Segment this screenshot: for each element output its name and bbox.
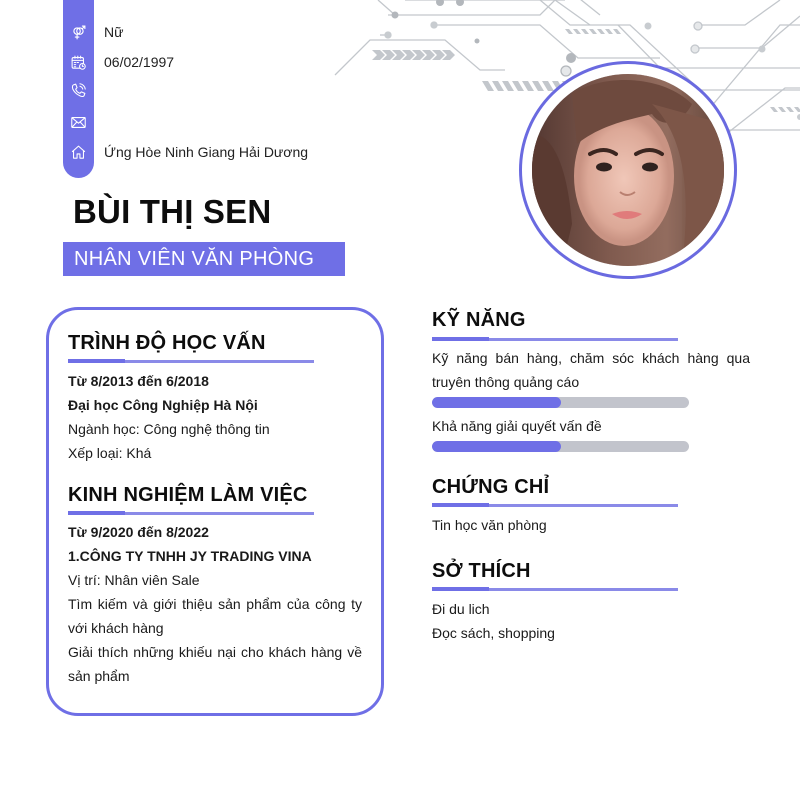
skills-title: KỸ NĂNG: [432, 309, 526, 331]
address-value: Ứng Hòe Ninh Giang Hải Dương: [104, 144, 309, 160]
home-icon: [70, 144, 87, 161]
skill-progress-bar: [432, 397, 689, 408]
calendar-icon: [70, 54, 87, 71]
gender-value: Nữ: [104, 24, 124, 40]
education-grade: Xếp loại: Khá: [68, 445, 152, 461]
skill-label: Khả năng giải quyết vấn đề: [432, 418, 602, 434]
mail-icon: [70, 114, 87, 131]
job-title-banner: NHÂN VIÊN VĂN PHÒNG: [63, 242, 345, 276]
skill-label: Kỹ năng bán hàng, chăm sóc khách hàng qua truyên thông quảng cáo: [432, 350, 750, 390]
experience-position: Vị trí: Nhân viên Sale: [68, 572, 200, 588]
skills-underline: [432, 338, 678, 341]
experience-title: KINH NGHIỆM LÀM VIỆC: [68, 484, 308, 506]
experience-duty: Tìm kiếm và giới thiệu sản phẩm của công ty với khách hàng: [68, 596, 362, 636]
hobby-item: Đọc sách, shopping: [432, 625, 555, 641]
avatar: [532, 74, 724, 266]
hobbies-title: SỞ THÍCH: [432, 560, 531, 582]
education-major: Ngành học: Công nghệ thông tin: [68, 421, 270, 437]
experience-duty: Giải thích những khiếu nại cho khách hàng về sản phẩm: [68, 644, 362, 684]
certificate-item: Tin học văn phòng: [432, 517, 547, 533]
certificates-title: CHỨNG CHỈ: [432, 476, 550, 498]
education-school: Đại học Công Nghiệp Hà Nội: [68, 397, 258, 413]
phone-icon: [70, 82, 87, 99]
experience-underline: [68, 512, 314, 515]
experience-period: Từ 9/2020 đến 8/2022: [68, 524, 209, 540]
education-underline: [68, 360, 314, 363]
experience-company: 1.CÔNG TY TNHH JY TRADING VINA: [68, 548, 312, 564]
gender-icon: [70, 24, 87, 41]
candidate-name: BÙI THỊ SEN: [73, 193, 272, 230]
birthday-value: 06/02/1997: [104, 54, 175, 70]
skill-progress-bar: [432, 441, 689, 452]
education-title: TRÌNH ĐỘ HỌC VẤN: [68, 332, 266, 354]
certificates-underline: [432, 504, 678, 507]
education-period: Từ 8/2013 đến 6/2018: [68, 373, 209, 389]
hobbies-underline: [432, 588, 678, 591]
hobby-item: Đi du lich: [432, 601, 490, 617]
